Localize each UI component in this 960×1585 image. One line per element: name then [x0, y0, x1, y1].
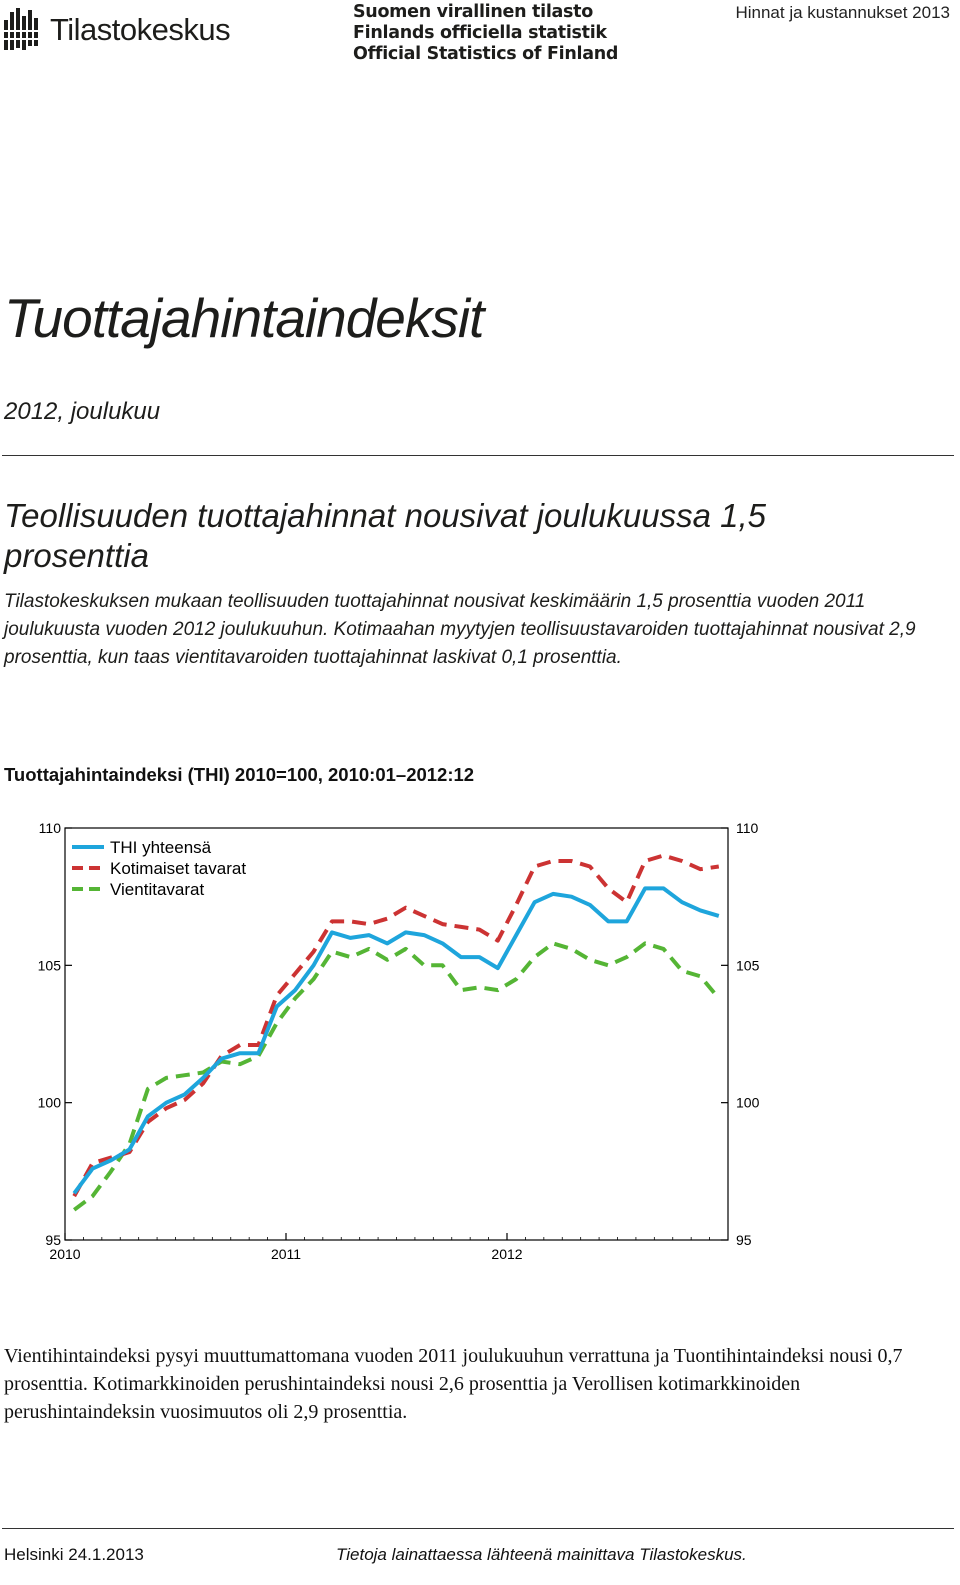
price-index-chart [0, 810, 800, 1275]
legend-label: Kotimaiset tavarat [110, 859, 247, 878]
y-tick-label-right: 100 [736, 1094, 760, 1111]
footer-citation: Tietoja lainattaessa lähteenä mainittava Tilastokeskus. [336, 1545, 747, 1564]
footer-place-date: Helsinki 24.1.2013 [4, 1545, 144, 1564]
series-name: Hinnat ja kustannukset 2013 [735, 3, 950, 22]
headline: Teollisuuden tuottajahinnat nousivat joulukuussa 1,5 prosenttia [4, 497, 766, 574]
y-tick-label-left: 105 [37, 957, 61, 974]
divider [2, 455, 954, 456]
official-statistics-label [353, 2, 618, 65]
page-title: Tuottajahintaindeksit [4, 287, 484, 349]
logo-mark-icon [4, 6, 44, 54]
tilastokeskus-logo [4, 6, 244, 54]
y-tick-label-right: 95 [736, 1232, 752, 1248]
legend-label: Vientitavarat [110, 880, 205, 899]
body-paragraph: Vientihintaindeksi pysyi muuttumattomana vuoden 2011 joulukuuhun verrattuna ja Tuontihintaindeksi nousi 0,7 prosenttia. Kotimarkkinoiden perushintaindeksi nousi 2,6 prosenttia ja Verollisen kotimarkkinoiden perushintaindeksin vuosimuutos oli 2,9 prosenttia. [4, 1345, 903, 1423]
y-tick-label-left: 100 [37, 1094, 61, 1111]
y-tick-label-left: 110 [38, 820, 61, 836]
footer-divider [2, 1528, 954, 1529]
legend-label: THI yhteensä [110, 838, 212, 857]
lead-paragraph: Tilastokeskuksen mukaan teollisuuden tuottajahinnat nousivat keskimäärin 1,5 prosenttia vuoden 2011 joulukuusta vuoden 2012 joulukuuhun. Kotimaahan myytyjen teollisuustavaroiden tuottajahinnat nousivat 2,9 prosenttia, kun taas vientitavaroiden tuottajahinnat laskivat 0,1 prosenttia. [4, 591, 916, 668]
official-line-sv: Finlands officiella statistik [353, 23, 607, 43]
y-tick-label-left: 95 [45, 1232, 61, 1248]
official-line-en: Official Statistics of Finland [353, 44, 619, 64]
x-tick-label: 2010 [49, 1246, 81, 1262]
x-tick-label: 2011 [270, 1246, 302, 1262]
period-label: 2012, joulukuu [4, 398, 161, 425]
y-tick-label-right: 110 [736, 820, 759, 836]
chart-title: Tuottajahintaindeksi (THI) 2010=100, 2010:01–2012:12 [4, 764, 475, 785]
official-line-fi: Suomen virallinen tilasto [353, 2, 593, 22]
logo-wordmark: Tilastokeskus [50, 12, 231, 47]
x-tick-label: 2012 [491, 1246, 523, 1262]
y-tick-label-right: 105 [736, 957, 760, 974]
